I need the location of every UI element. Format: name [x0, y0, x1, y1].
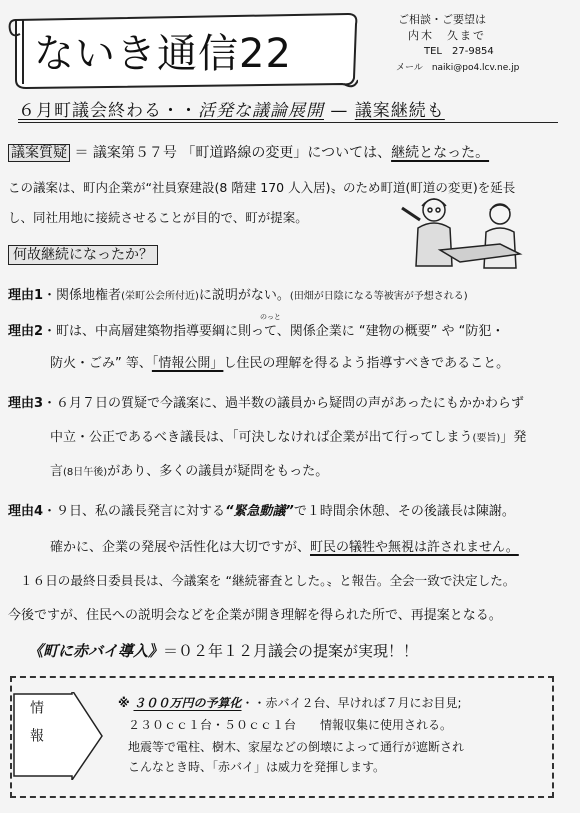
reason-1-location: (栄町公会所付近)	[121, 291, 199, 302]
reason-1-text: ・関係地権者	[43, 288, 122, 303]
contact-name: 内木 久まで	[408, 29, 486, 42]
reason-2-line2	[50, 352, 509, 371]
contact-block	[396, 12, 566, 76]
reason-4	[8, 500, 515, 519]
proposal-question-line	[8, 142, 489, 162]
contact-email: メール naiki@po4.lcv.ne.jp	[396, 63, 520, 73]
newsletter-title: ないき通信22	[34, 31, 292, 77]
info-line-3: 地震等で電柱、樹木、家屋などの倒壊によって通行が遮断され	[128, 740, 465, 754]
reason-1-label: 理由1	[8, 288, 44, 303]
final-report-line: １６日の最終日委員長は、今議案を “継続審査とした。〟と報告。全会一致で決定した。	[20, 573, 516, 588]
headline-dash: —	[330, 101, 349, 121]
headline-part2: 活発な議論展開	[198, 101, 324, 121]
why-continued-label: 何故継続になったか？	[8, 245, 158, 265]
meeting-illustration	[400, 188, 550, 280]
reason-3-label: 理由3	[8, 396, 44, 411]
reason-3-text2b: 」発	[500, 430, 527, 445]
proposal-body-2: し、同社用地に接続させることが目的で、町が提案。	[8, 210, 308, 225]
red-bike-text: ＝０２年１２月議会の提案が実現！！	[163, 642, 419, 660]
info-budget: ３００万円の予算化	[133, 696, 242, 710]
reason-1-note: (田畑が日陰になる等被害が予想される)	[289, 291, 468, 302]
reason-3-line2	[50, 426, 526, 445]
reason-4-text2: で１時間余休憩、その後議長は陳謝。	[293, 504, 515, 519]
reason-4-line2	[50, 536, 519, 555]
reason-3-summary-note: (要旨)	[472, 433, 501, 444]
proposal-body-1: この議案は、町内企業が“社員寮建設(8 階建 170 人入居)〟のため町道(町道の変更)を延長	[8, 180, 516, 195]
next-steps-line: 今後ですが、住民への説明会などを企業が開き理解を得られた所で、再提案となる。	[8, 608, 502, 623]
reason-4-emphasis: 町民の犠牲や無視は許されません。	[310, 540, 519, 555]
info-line-2: ２３０ｃｃ１台・５０ｃｃ１台 情報収集に使用される。	[128, 718, 453, 732]
reason-3-line3	[50, 460, 328, 479]
contact-tel: TEL 27-9854	[424, 46, 494, 57]
reason-2	[8, 320, 504, 339]
headline-rule	[18, 122, 558, 123]
info-line-4: こんなとき時、「赤バイ」は威力を発揮します。	[128, 760, 386, 774]
reason-3-text2a: 中立・公正であるべき議長は、「可決しなければ企業が出て行ってしまう	[50, 430, 473, 445]
reason-1-text2: に説明がない。	[198, 288, 290, 303]
info-line-1-rest: ・・赤バイ２台、早ければ７月にお目見;	[241, 696, 462, 710]
reason-2-ruby: のっと	[260, 313, 281, 321]
reason-2-text: ・町は、中高層建築物指導要綱に則って、関係企業に “建物の概要” や “防犯・	[43, 324, 505, 339]
red-bike-title: 《町に赤バイ導入》	[28, 642, 164, 660]
reason-3-text3a: 言	[50, 464, 64, 479]
info-mark: ※	[118, 696, 130, 710]
proposal-question-text: ＝ 議案第５７号 「町道路線の変更」については、	[74, 145, 392, 161]
why-continued-question	[8, 244, 158, 264]
proposal-result: 継続となった。	[391, 145, 490, 161]
reason-2-text2b: し住民の理解を得るよう指導すべきであること。	[223, 356, 510, 371]
reason-4-label: 理由4	[8, 504, 44, 519]
reason-2-text2a: 防火・ごみ” 等、	[50, 356, 152, 371]
proposal-question-label: 議案質疑	[8, 144, 70, 162]
reason-3-date-note: (8日午後)	[63, 467, 108, 478]
reason-2-label: 理由2	[8, 324, 44, 339]
reason-2-info-disclosure: 「情報公開」	[151, 356, 224, 371]
headline-part1: ６月町議会終わる・・	[18, 101, 198, 121]
headline-part4: 議案継続も	[354, 101, 445, 121]
reason-4-emergency-motion: “緊急動議”	[225, 504, 294, 519]
reason-3-text: ・６月７日の質疑で今議案に、過半数の議員から疑問の声があったにもかかわらず	[43, 396, 524, 411]
reason-1	[8, 284, 468, 303]
reason-4-line2a: 確かに、企業の発展や活性化は大切ですが、	[50, 540, 311, 555]
info-side-label: 情報	[28, 700, 44, 756]
red-bike-announcement	[28, 640, 418, 661]
reason-3-text3b: があり、多くの議員が疑問をもった。	[107, 464, 329, 479]
reason-4-text1: ・９日、私の議長発言に対する	[43, 504, 226, 519]
contact-line-1: ご相談・ご要望は	[398, 13, 486, 26]
headline	[18, 96, 445, 121]
info-line-1	[118, 694, 462, 711]
reason-3	[8, 392, 524, 411]
